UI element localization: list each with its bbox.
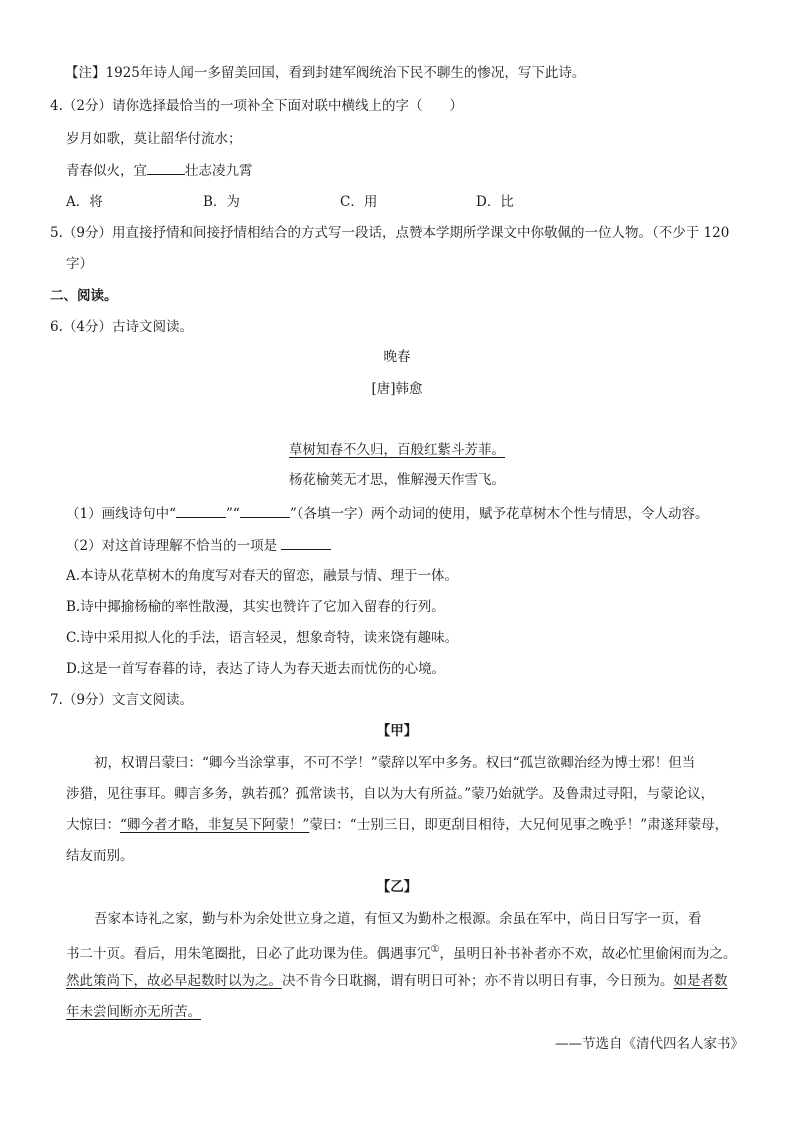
underlined-sentence-1: 然此策尚下，故必早起数时以为之。: [66, 973, 282, 989]
passage-jia-line-2: 涉猎，见往事耳。卿言多务，孰若孤？孤常读书，自以为大有所益。”蒙乃始就学。及鲁肃过寻阳，与蒙论议，: [66, 786, 715, 802]
underlined-sentence-2: 如是者数: [673, 973, 728, 989]
poem-line-1: [0, 440, 794, 460]
answer-blank[interactable]: [176, 503, 226, 518]
poem-title: 晚春: [383, 349, 411, 365]
sub-question-1: [66, 503, 708, 524]
question-7-stem: 7.（9分）文言文阅读。: [50, 692, 193, 708]
couplet-line-1: 岁月如歌，莫让韶华付流水；: [66, 131, 242, 147]
passage-jia-line-3-a: 大惊曰：: [66, 817, 120, 833]
option-c: C．用: [340, 194, 378, 210]
choice-d: D.这是一首写春暮的诗，表达了诗人为春天逝去而忧伤的心境。: [66, 661, 446, 677]
sub-question-2-text: （2）对这首诗理解不恰当的一项是: [66, 538, 282, 554]
passage-yi-line-3: [66, 971, 728, 991]
choice-a: A.本诗从花草树木的角度写对春天的留恋，融景与情、理于一体。: [66, 568, 459, 584]
underlined-sentence-2-cont: 年未尝间断亦无所苦。: [66, 1004, 201, 1020]
sub-question-1-a: （1）画线诗句中“: [66, 506, 176, 522]
passage-yi-line-2-b: ，虽明日补书补者亦不欢，故必忙里偷闲而为之。: [439, 946, 737, 962]
passage-source: ——节选自《清代四名人家书》: [555, 1036, 744, 1052]
option-b: B．为: [203, 194, 240, 210]
sub-question-1-b: ”“: [226, 506, 240, 522]
passage-yi-line-3-b: 决不肯今日耽搁，谓有明日可补；亦不肯以明日有事，今日预为。: [282, 973, 674, 989]
sub-question-1-c: ”（各填一字）两个动词的使用，赋予花草树木个性与情思，令人动容。: [289, 506, 709, 522]
question-5-stem-cont: 字）: [66, 256, 93, 272]
sub-question-2: [66, 535, 331, 556]
couplet-line-2-prefix: 青春似火，宜: [66, 163, 147, 179]
answer-blank[interactable]: [147, 160, 185, 175]
passage-yi-title: 【乙】: [376, 879, 418, 895]
passage-yi-line-4: [66, 1002, 201, 1022]
couplet-line-2: [66, 160, 253, 181]
passage-jia-line-3-b: 蒙曰：“士别三日，即更刮目相待，大兄何见事之晚乎！”肃遂拜蒙母，: [309, 817, 729, 833]
passage-jia-title: 【甲】: [376, 723, 418, 739]
underlined-poem-line: 草树知春不久归，百般红紫斗芳菲。: [289, 442, 505, 458]
passage-jia-line-1: 初，权谓吕蒙曰：“卿今当涂掌事，不可不学！”蒙辞以军中多务。权曰“孤岂欲卿治经为博士邪！但当: [94, 755, 696, 771]
option-a: A．将: [66, 194, 103, 210]
footnote-marker: ①: [430, 944, 440, 955]
poem-line-2: 杨花榆荚无才思，惟解漫天作雪飞。: [289, 472, 505, 488]
choice-c: C.诗中采用拟人化的手法，语言轻灵，想象奇特，读来饶有趣味。: [66, 630, 459, 646]
couplet-line-2-suffix: 壮志凌九霄: [185, 163, 253, 179]
passage-yi-line-1: 吾家本诗礼之家，勤与朴为余处世立身之道，有恒又为勤朴之根源。余虽在军中，尚日日写字一页，看: [94, 911, 702, 927]
question-4-stem: 4.（2分）请你选择最恰当的一项补全下面对联中横线上的字（ ）: [50, 98, 463, 114]
answer-blank[interactable]: [281, 535, 331, 550]
passage-jia-line-3: [66, 815, 728, 835]
question-6-stem: 6.（4分）古诗文阅读。: [50, 319, 193, 335]
passage-jia-line-4: 结友而别。: [66, 848, 134, 864]
poem-author: [唐]韩愈: [371, 381, 423, 397]
question-5-stem: 5.（9分）用直接抒情和间接抒情相结合的方式写一段话，点赞本学期所学课文中你敬佩的一位人物。（不少于 120: [50, 225, 730, 241]
section-heading: 二、阅读。: [50, 288, 118, 304]
underlined-quote: “卿今者才略，非复吴下阿蒙！”: [120, 817, 310, 833]
choice-b: B.诗中揶揄杨榆的率性散漫，其实也赞许了它加入留春的行列。: [66, 599, 445, 615]
answer-blank[interactable]: [240, 503, 290, 518]
passage-yi-line-2: [66, 940, 736, 964]
option-d: D．比: [476, 194, 514, 210]
poem-note: 【注】1925年诗人闻一多留美回国，看到封建军阀统治下民不聊生的惨况，写下此诗。: [65, 65, 586, 81]
passage-yi-line-2-a: 书二十页。看后，用朱笔圈批，日必了此功课为佳。偶遇事冗: [66, 946, 431, 962]
